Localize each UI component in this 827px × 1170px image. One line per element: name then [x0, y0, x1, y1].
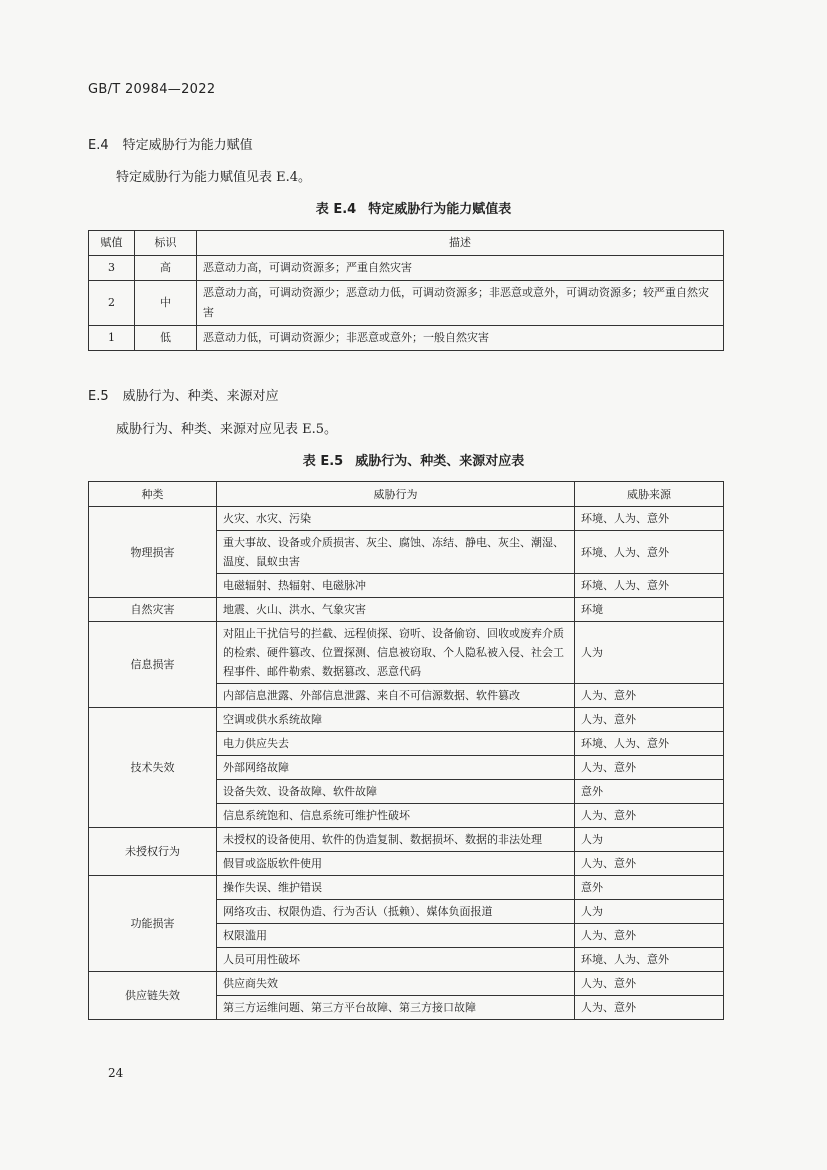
table-e5 — [88, 481, 724, 1020]
column-header: 威胁来源 — [575, 482, 724, 507]
source-cell: 意外 — [575, 780, 724, 804]
source-cell: 环境 — [575, 598, 724, 622]
desc-cell: 恶意动力低，可调动资源少；非恶意或意外；一般自然灾害 — [197, 326, 724, 351]
behavior-cell: 外部网络故障 — [217, 756, 575, 780]
table-e4 — [88, 230, 724, 351]
table-e4-caption — [0, 198, 827, 217]
page-number: 24 — [108, 1066, 124, 1080]
behavior-cell: 权限滥用 — [217, 924, 575, 948]
table-title: 特定威胁行为能力赋值表 — [368, 202, 512, 217]
category-cell: 未授权行为 — [89, 828, 217, 876]
section-e4-heading — [88, 134, 253, 153]
section-number: E.5 — [88, 389, 109, 404]
section-title: 特定威胁行为能力赋值 — [122, 138, 253, 153]
label-cell: 低 — [135, 326, 197, 351]
label-cell: 高 — [135, 256, 197, 281]
source-cell: 环境、人为、意外 — [575, 507, 724, 531]
table-row — [89, 972, 724, 996]
source-cell: 人为、意外 — [575, 708, 724, 732]
desc-cell: 恶意动力高，可调动资源多；严重自然灾害 — [197, 256, 724, 281]
behavior-cell: 设备失效、设备故障、软件故障 — [217, 780, 575, 804]
source-cell: 环境、人为、意外 — [575, 948, 724, 972]
section-e5-paragraph: 威胁行为、种类、来源对应见表 E.5。 — [116, 422, 338, 437]
behavior-cell: 内部信息泄露、外部信息泄露、来自不可信源数据、软件篡改 — [217, 684, 575, 708]
section-e5-heading — [88, 385, 279, 404]
source-cell: 意外 — [575, 876, 724, 900]
behavior-cell: 信息系统饱和、信息系统可维护性破坏 — [217, 804, 575, 828]
table-row — [89, 708, 724, 732]
behavior-cell: 电磁辐射、热辐射、电磁脉冲 — [217, 574, 575, 598]
behavior-cell: 电力供应失去 — [217, 732, 575, 756]
column-header: 赋值 — [89, 231, 135, 256]
behavior-cell: 对阻止干扰信号的拦截、远程侦探、窃听、设备偷窃、回收或废弃介质的检索、硬件篡改、位置探测、信息被窃取、个人隐私被入侵、社会工程事件、邮件勒索、数据篡改、恶意代码 — [217, 622, 575, 684]
behavior-cell: 地震、火山、洪水、气象灾害 — [217, 598, 575, 622]
table-e5-caption — [0, 450, 827, 469]
section-number: E.4 — [88, 138, 109, 153]
column-header: 标识 — [135, 231, 197, 256]
behavior-cell: 第三方运维问题、第三方平台故障、第三方接口故障 — [217, 996, 575, 1020]
section-title: 威胁行为、种类、来源对应 — [122, 389, 279, 404]
value-cell: 2 — [89, 281, 135, 326]
source-cell: 人为、意外 — [575, 996, 724, 1020]
behavior-cell: 供应商失效 — [217, 972, 575, 996]
behavior-cell: 重大事故、设备或介质损害、灰尘、腐蚀、冻结、静电、灰尘、潮湿、温度、鼠蚁虫害 — [217, 531, 575, 574]
behavior-cell: 人员可用性破坏 — [217, 948, 575, 972]
table-row — [89, 598, 724, 622]
category-cell: 自然灾害 — [89, 598, 217, 622]
source-cell: 人为 — [575, 622, 724, 684]
column-header: 威胁行为 — [217, 482, 575, 507]
category-cell: 供应链失效 — [89, 972, 217, 1020]
standard-code: GB/T 20984—2022 — [88, 82, 216, 97]
behavior-cell: 火灾、水灾、污染 — [217, 507, 575, 531]
section-e4-paragraph: 特定威胁行为能力赋值见表 E.4。 — [116, 170, 312, 185]
category-cell: 物理损害 — [89, 507, 217, 598]
table-header-row — [89, 231, 724, 256]
table-row — [89, 326, 724, 351]
column-header: 种类 — [89, 482, 217, 507]
table-row — [89, 507, 724, 531]
source-cell: 人为 — [575, 828, 724, 852]
table-row — [89, 256, 724, 281]
source-cell: 人为、意外 — [575, 852, 724, 876]
table-header-row — [89, 482, 724, 507]
behavior-cell: 未授权的设备使用、软件的伪造复制、数据损坏、数据的非法处理 — [217, 828, 575, 852]
label-cell: 中 — [135, 281, 197, 326]
behavior-cell: 操作失误、维护错误 — [217, 876, 575, 900]
source-cell: 人为 — [575, 900, 724, 924]
source-cell: 人为、意外 — [575, 924, 724, 948]
table-number: 表 E.4 — [315, 202, 357, 217]
table-row — [89, 622, 724, 684]
table-number: 表 E.5 — [302, 454, 344, 469]
table-row — [89, 281, 724, 326]
source-cell: 人为、意外 — [575, 804, 724, 828]
column-header: 描述 — [197, 231, 724, 256]
value-cell: 3 — [89, 256, 135, 281]
category-cell: 信息损害 — [89, 622, 217, 708]
source-cell: 环境、人为、意外 — [575, 574, 724, 598]
category-cell: 技术失效 — [89, 708, 217, 828]
source-cell: 环境、人为、意外 — [575, 732, 724, 756]
table-row — [89, 876, 724, 900]
source-cell: 环境、人为、意外 — [575, 531, 724, 574]
desc-cell: 恶意动力高，可调动资源少；恶意动力低，可调动资源多；非恶意或意外，可调动资源多；较严重自然灾害 — [197, 281, 724, 326]
table-row — [89, 828, 724, 852]
behavior-cell: 网络攻击、权限伪造、行为否认（抵赖）、媒体负面报道 — [217, 900, 575, 924]
source-cell: 人为、意外 — [575, 756, 724, 780]
value-cell: 1 — [89, 326, 135, 351]
table-title: 威胁行为、种类、来源对应表 — [355, 454, 525, 469]
category-cell: 功能损害 — [89, 876, 217, 972]
source-cell: 人为、意外 — [575, 684, 724, 708]
source-cell: 人为、意外 — [575, 972, 724, 996]
behavior-cell: 空调或供水系统故障 — [217, 708, 575, 732]
behavior-cell: 假冒或盗版软件使用 — [217, 852, 575, 876]
